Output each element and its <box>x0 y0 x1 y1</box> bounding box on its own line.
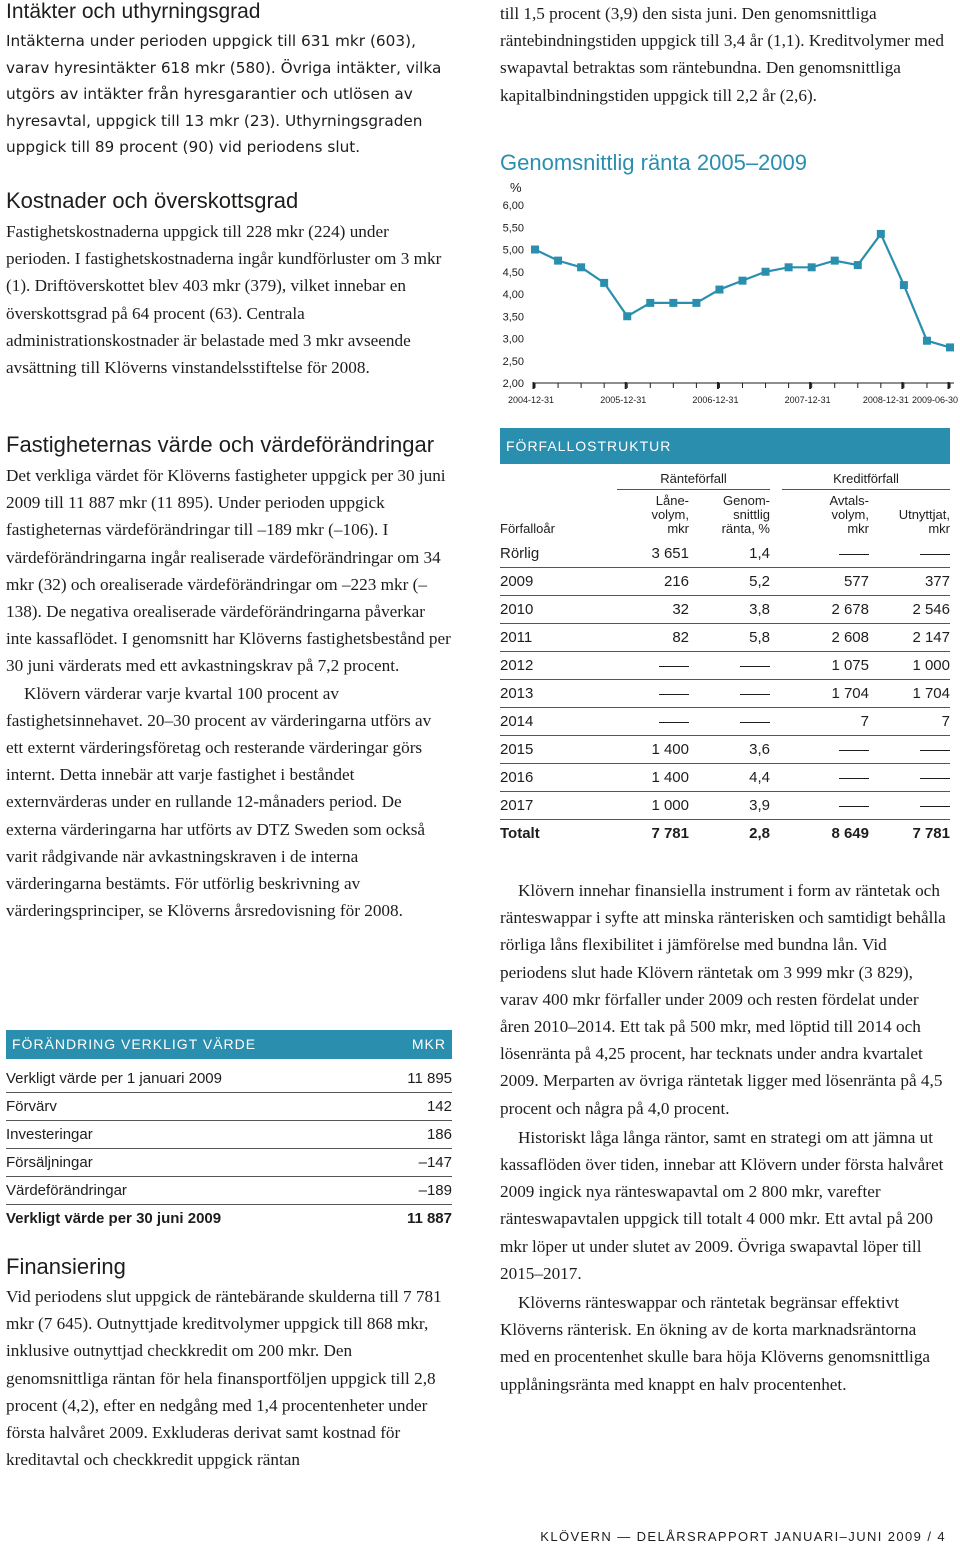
table-cell: 377 <box>869 568 950 596</box>
data-point <box>739 277 747 285</box>
table-row <box>6 1093 452 1121</box>
series-line <box>535 234 950 347</box>
col-header-contract-volume: Avtals- volym, mkr <box>829 493 869 536</box>
section-paragraph: Klövern innehar finansiella instrument i form av räntetak och ränteswappar i syfte att minska ränterisken och samtidigt behålla rörliga låns flexibilitet i jämförelse med bundna lån. Vid periodens slut hade Klövern räntetak om 3 999 mkr (3 829), varav 400 mkr förfaller under 2009 och resten fördelat under åren 2010–2014. Ett tak på 500 mkr, med löptid till 2014 och lösenränta på 4,25 procent, har tecknats under andra kvartalet 2009. Merparten av övriga räntetak ligger med lösenränta på 4,5 procent och några på 4,0 procent. <box>500 881 946 1118</box>
table-row <box>6 1177 452 1205</box>
data-point <box>946 343 954 351</box>
page-footer <box>540 1529 946 1544</box>
row-year: 2017 <box>500 792 617 820</box>
row-label: Verkligt värde per 1 januari 2009 <box>6 1065 375 1093</box>
empty-cell <box>869 736 950 764</box>
data-point <box>808 263 816 271</box>
data-point <box>692 299 700 307</box>
y-tick-label: 3,00 <box>502 333 524 346</box>
empty-cell <box>689 652 770 680</box>
dash-mark <box>659 694 689 695</box>
table-cell: 2 678 <box>770 596 869 624</box>
row-value: –147 <box>375 1149 452 1177</box>
y-tick-label: 4,50 <box>502 266 524 279</box>
data-point <box>900 281 908 289</box>
table-cell: 2 608 <box>770 624 869 652</box>
row-value: 186 <box>375 1121 452 1149</box>
table-row <box>500 736 950 764</box>
row-label: Försäljningar <box>6 1149 375 1177</box>
dash-mark <box>920 806 950 807</box>
dash-mark <box>740 722 770 723</box>
empty-cell <box>617 708 689 736</box>
y-tick-label: 4,00 <box>502 289 524 301</box>
row-value: 11 895 <box>375 1065 452 1093</box>
row-year: Rörlig <box>500 540 617 568</box>
footer-separator: / <box>927 1529 933 1544</box>
row-year: 2012 <box>500 652 617 680</box>
col-header-used: Utnyttjat, mkr <box>898 507 950 536</box>
footer-dash: — <box>617 1529 632 1544</box>
y-axis-unit: % <box>510 180 522 195</box>
table-cell: 2 546 <box>869 596 950 624</box>
table-cell: 1 704 <box>770 680 869 708</box>
table-cell: 4,4 <box>689 764 770 792</box>
total-cell: 7 781 <box>912 825 950 842</box>
data-point <box>554 257 562 265</box>
footer-company: KLÖVERN <box>540 1529 613 1544</box>
empty-cell <box>770 792 869 820</box>
chart-title: Genomsnittlig ränta 2005–2009 <box>500 150 807 175</box>
section-paragraph: Klöverns ränteswappar och räntetak begränsar effektivt Klöverns ränterisk. En ökning av de korta marknadsräntorna med en procentenhet skulle bara höja Klöverns genomsnittliga upplåningsränta med knappt en halv procentenhet. <box>500 1293 931 1394</box>
empty-cell <box>770 540 869 568</box>
table-header <box>500 428 950 464</box>
table-row <box>6 1065 452 1093</box>
dash-mark <box>659 722 689 723</box>
table-cell: 5,8 <box>689 624 770 652</box>
x-tick-label: 2009-06-30 <box>911 395 958 405</box>
row-year: 2015 <box>500 736 617 764</box>
table-row <box>500 624 950 652</box>
dash-mark <box>920 750 950 751</box>
section-property-value <box>6 432 452 924</box>
total-cell: 2,8 <box>749 825 770 842</box>
row-year: 2009 <box>500 568 617 596</box>
table-cell: 1 400 <box>617 764 689 792</box>
footer-report: DELÅRSRAPPORT JANUARI–JUNI 2009 <box>636 1529 923 1544</box>
table-cell: 1,4 <box>689 540 770 568</box>
table-cell: 3 651 <box>617 540 689 568</box>
y-tick-label: 5,00 <box>502 244 524 257</box>
table-cell: 1 400 <box>617 736 689 764</box>
table-cell: 82 <box>617 624 689 652</box>
table-row <box>500 596 950 624</box>
empty-cell <box>869 792 950 820</box>
total-cell: 7 781 <box>651 825 689 842</box>
y-tick-label: 3,50 <box>502 311 524 324</box>
x-tick-label: 2005-12-31 <box>600 395 647 405</box>
section-text: Fastighetskostnaderna uppgick till 228 mkr (224) under perioden. I fastighetskostnaderna ingår kundförluster om 3 mkr (1). Driftöverskottet blev 403 mkr (379), vilket innebar en överskottsgrad på 64 procent (63). Centrala administrationskostnader är belastade med 3 mkr avseende avsättning till Klöverns vinstandelsstiftelse för 2008. <box>6 222 442 378</box>
table-cell: 577 <box>770 568 869 596</box>
table-cell: 3,6 <box>689 736 770 764</box>
section-text: Vid periodens slut uppgick de räntebärande skulderna till 7 781 mkr (7 645). Outnyttjade kreditvolymer uppgick till 868 mkr, inklusive outnyttjad checkkredit om 200 mkr. Den genomsnittliga räntan för hela finansportföljen uppgick till 2,8 procent (4,2), efter en nedgång med 1,4 procentenheter under första halvåret 2009. Exkluderas derivat samt kostnad för kreditavtal och checkkredit uppgick räntan <box>6 1287 442 1470</box>
data-point <box>669 299 677 307</box>
section-text: Intäkterna under perioden uppgick till 631 mkr (603), varav hyresintäkter 618 mkr (580). Övriga intäkter, vilka utgörs av intäkter från hyresgarantier och utlösen av hyresavtal, uppgick till 13 mkr (23). Uthyrningsgraden uppgick till 89 procent (90) vid periodens slut. <box>6 32 442 156</box>
row-year: 2016 <box>500 764 617 792</box>
dash-mark <box>839 554 869 555</box>
interest-chart <box>500 150 958 405</box>
table-cell: 32 <box>617 596 689 624</box>
table-header-unit: MKR <box>411 1036 446 1052</box>
section-paragraph: Det verkliga värdet för Klöverns fastigheter uppgick per 30 juni 2009 till 11 887 mkr (11 895). Under perioden uppgick fastigheternas värdeförändringar till –189 mkr (–106). I värdeförändringarna ingår realiserade värdeförändringar om 34 mkr (32) och orealiserade värdeförändringar om –223 mkr (–138). De negativa orealiserade värdeförändringarna påverkar inte kassaflödet. I genomsnitt har Klöverns fastighetsbestånd per 30 juni värderats med ett avkastningskrav på 7,2 procent. <box>6 466 451 676</box>
row-label: Investeringar <box>6 1121 375 1149</box>
row-year: 2010 <box>500 596 617 624</box>
y-tick-label: 6,00 <box>502 200 524 212</box>
group-header-credit: Kreditförfall <box>770 472 950 490</box>
table-cell: 1 704 <box>869 680 950 708</box>
data-point <box>877 230 885 238</box>
maturity-table <box>500 428 950 847</box>
section-costs <box>6 188 452 381</box>
row-year: 2011 <box>500 624 617 652</box>
row-value: 142 <box>375 1093 452 1121</box>
data-point <box>762 268 770 276</box>
x-tick-label: 2008-12-31 <box>862 395 909 405</box>
empty-cell <box>770 764 869 792</box>
table-cell: 1 075 <box>770 652 869 680</box>
y-tick-label: 2,50 <box>502 355 524 368</box>
table-cell: 1 000 <box>869 652 950 680</box>
empty-cell <box>770 736 869 764</box>
data-point <box>923 337 931 345</box>
total-cell: 8 649 <box>831 825 869 842</box>
section-title: Fastigheternas värde och värdeförändringar <box>6 432 435 457</box>
x-tick-label: 2006-12-31 <box>692 395 739 405</box>
section-paragraph: Klövern värderar varje kvartal 100 procent av fastighetsinnehavet. 20–30 procent av värderingarna utförs av ett externt värderingsföretag och resterande värderingar görs internt. Detta innebär att varje fastighet i beståndet externvärderas under en rullande 12-månaders period. De externa värderingarna har utförts av DTZ Sweden som också varit rådgivande när avkastningskraven i de interna värderingarna bestämts. För utförlig beskrivning av värderingsprinciper, se Klöverns årsredovisning för 2008. <box>6 683 432 921</box>
table-cell: 3,8 <box>689 596 770 624</box>
col-header-loan-volume: Låne- volym, mkr <box>651 493 689 536</box>
table-header-label: FÖRÄNDRING VERKLIGT VÄRDE <box>12 1036 257 1052</box>
data-point <box>831 257 839 265</box>
hedging-text <box>500 877 950 1398</box>
empty-cell <box>617 680 689 708</box>
table-cell: 7 <box>869 708 950 736</box>
row-value: –189 <box>375 1177 452 1205</box>
data-point <box>600 279 608 287</box>
data-point <box>623 312 631 320</box>
table-cell: 2 147 <box>869 624 950 652</box>
table-header <box>6 1030 452 1059</box>
section-financing <box>6 1254 452 1473</box>
data-point <box>715 286 723 294</box>
table-row <box>6 1121 452 1149</box>
table-row <box>500 708 950 736</box>
table-row <box>500 568 950 596</box>
row-label: Värdeförändringar <box>6 1177 375 1205</box>
data-point <box>646 299 654 307</box>
table-total-row <box>500 820 950 848</box>
row-year: 2013 <box>500 680 617 708</box>
table-row <box>500 764 950 792</box>
dash-mark <box>839 778 869 779</box>
dash-mark <box>740 694 770 695</box>
col-header-year: Förfalloår <box>500 521 555 536</box>
data-point <box>577 263 585 271</box>
group-header-interest: Ränteförfall <box>617 472 770 490</box>
table-row <box>500 792 950 820</box>
table-cell: 1 000 <box>617 792 689 820</box>
table-cell: 3,9 <box>689 792 770 820</box>
value-change-table <box>6 1030 452 1232</box>
maturity-table-body <box>500 472 950 847</box>
dash-mark <box>839 806 869 807</box>
table-row <box>500 680 950 708</box>
section-revenue <box>6 0 452 161</box>
dash-mark <box>920 554 950 555</box>
y-tick-label: 2,00 <box>502 378 524 390</box>
line-chart <box>500 178 958 438</box>
row-year: 2014 <box>500 708 617 736</box>
empty-cell <box>617 652 689 680</box>
table-row <box>500 652 950 680</box>
table-row <box>500 540 950 568</box>
section-title: Finansiering <box>6 1254 126 1279</box>
empty-cell <box>689 680 770 708</box>
x-tick-label: 2004-12-31 <box>507 395 555 405</box>
y-tick-label: 5,50 <box>502 222 524 235</box>
total-value: 11 887 <box>406 1210 452 1227</box>
table-cell: 5,2 <box>689 568 770 596</box>
footer-page-number: 4 <box>937 1529 946 1544</box>
section-title: Kostnader och överskottsgrad <box>6 188 299 213</box>
section-title: Intäkter och uthyrningsgrad <box>6 0 261 23</box>
empty-cell <box>869 540 950 568</box>
data-point <box>854 261 862 269</box>
dash-mark <box>659 666 689 667</box>
total-label: Totalt <box>500 825 540 842</box>
financing-continued-text: till 1,5 procent (3,9) den sista juni. Den genomsnittliga räntebindningstiden uppgick till 3,4 år (1,1). Kreditvolymer med swapavtal betraktas som räntebundna. Den genomsnittliga kapitalbindningstiden uppgick till 2,2 år (2,6). <box>500 4 944 105</box>
empty-cell <box>689 708 770 736</box>
dash-mark <box>920 778 950 779</box>
section-paragraph: Historiskt låga långa räntor, samt en strategi om att jämna ut kassaflöden över tiden, innebar att Klövern under första halvåret 2009 ingick nya ränteswapavtal om 2 800 mkr, varefter ränteswapavtalen uppgick till totalt 4 000 mkr. Ett avtal på 200 mkr löper ut under slutet av 2009. Övriga swapavtal löper till 2015–2017. <box>500 1127 944 1283</box>
total-label: Verkligt värde per 30 juni 2009 <box>6 1210 222 1227</box>
table-header-label: FÖRFALLOSTRUKTUR <box>506 438 672 454</box>
table-total-row <box>6 1205 452 1233</box>
col-header-avg-rate: Genom- snittlig ränta, % <box>721 493 770 536</box>
table-row <box>6 1149 452 1177</box>
x-tick-label: 2007-12-31 <box>784 395 831 405</box>
row-label: Förvärv <box>6 1093 375 1121</box>
dash-mark <box>839 750 869 751</box>
value-table-body <box>6 1065 452 1232</box>
dash-mark <box>740 666 770 667</box>
table-cell: 7 <box>770 708 869 736</box>
empty-cell <box>869 764 950 792</box>
table-cell: 216 <box>617 568 689 596</box>
data-point <box>531 246 539 254</box>
data-point <box>785 263 793 271</box>
